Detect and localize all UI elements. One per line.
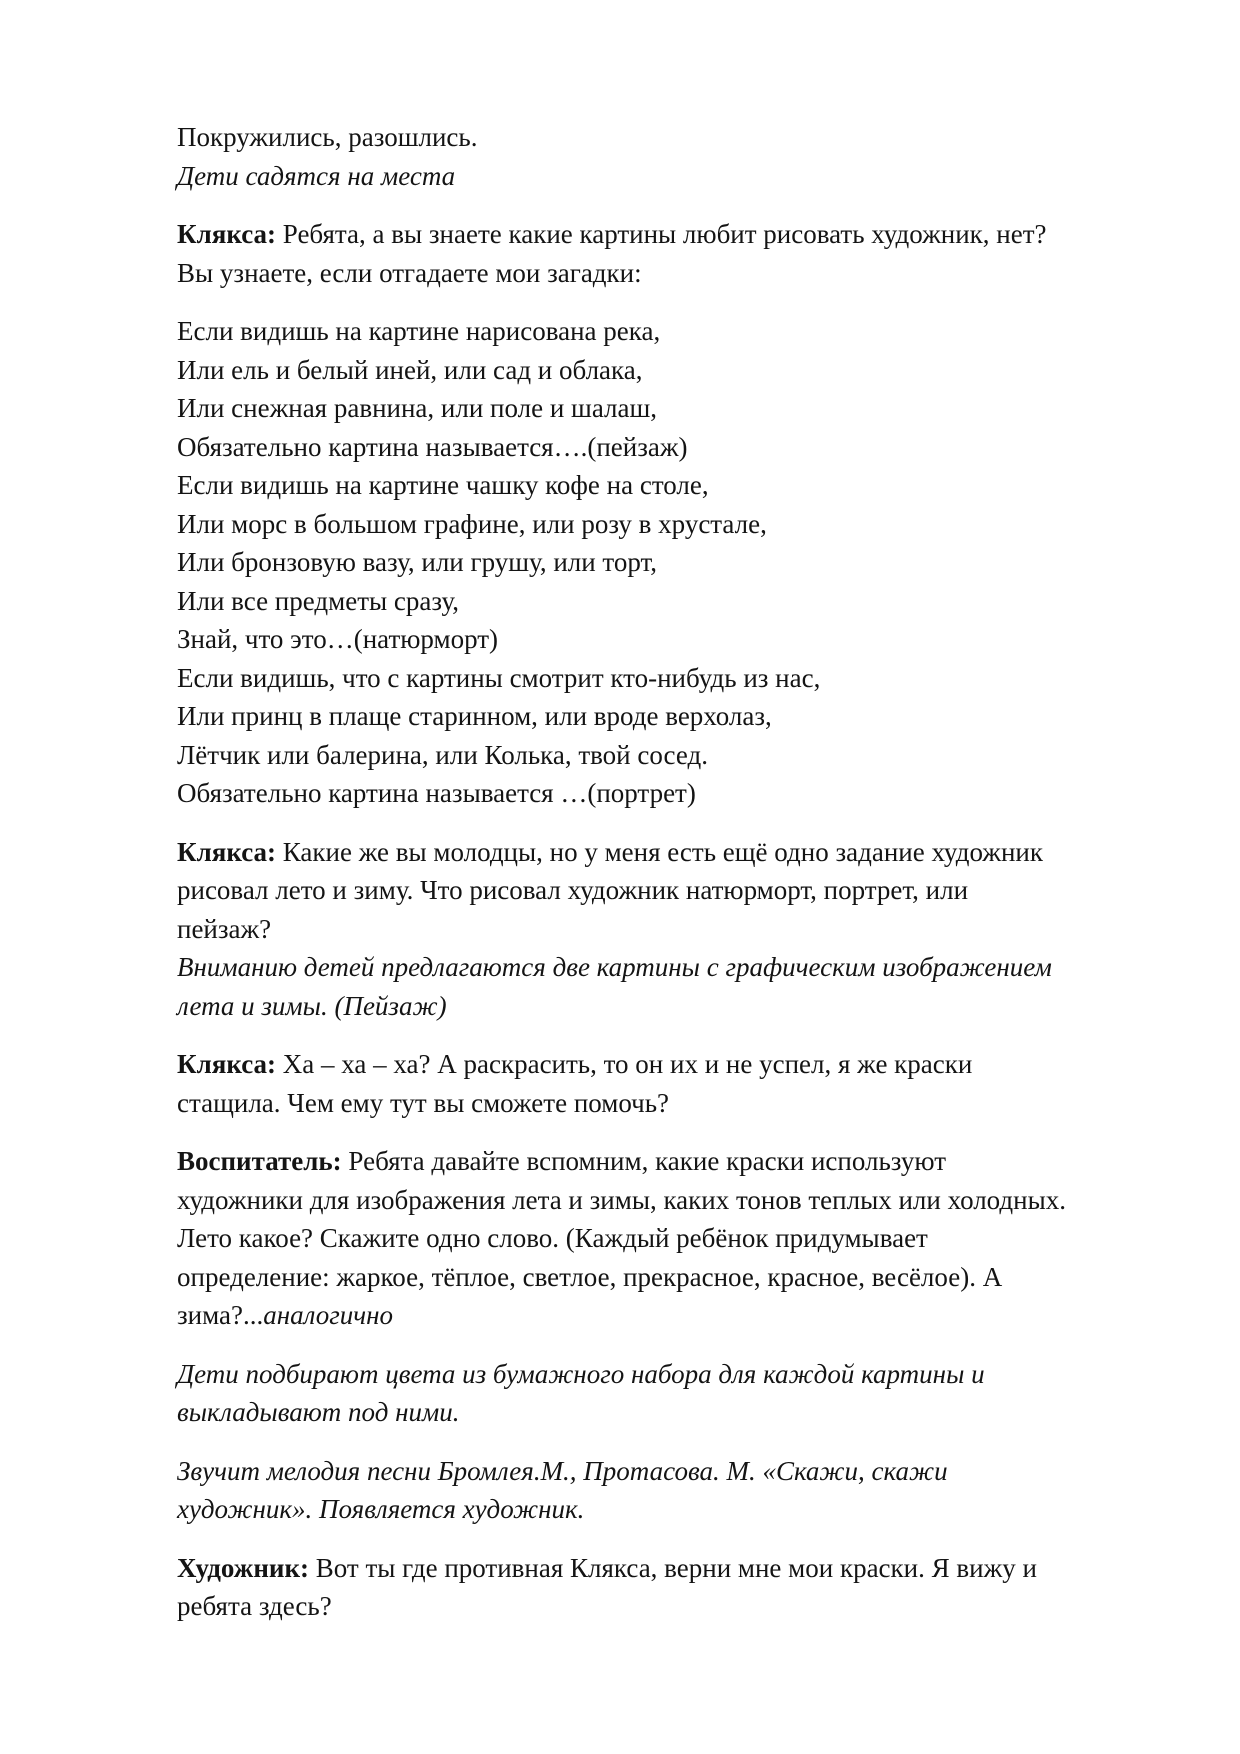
poem-line: Если видишь на картине чашку кофе на столе, — [177, 470, 709, 500]
stage-direction: Звучит мелодия песни Бромлея.М., Протасова. М. «Скажи, скажи — [177, 1455, 948, 1486]
replica-line: ребята здесь? — [177, 1591, 332, 1621]
replica-klyaksa-3 — [177, 1045, 1130, 1122]
replica-line — [177, 1045, 1130, 1084]
stage-direction: выкладывают под ними. — [177, 1397, 460, 1427]
poem-line: Или ель и белый иней, или сад и облака, — [177, 354, 643, 385]
replica-line — [177, 215, 1130, 254]
replica-text: Ребята давайте вспомним, какие краски используют — [341, 1146, 946, 1176]
speaker-name: Клякса: — [177, 1049, 277, 1079]
poem-line: Обязательно картина называется …(портрет) — [177, 778, 696, 808]
riddle-poem — [177, 312, 1130, 813]
poem-line: Или принц в плаще старинном, или вроде верхолаз, — [177, 701, 772, 731]
opening-line: Покружились, разошлись. — [177, 122, 478, 152]
poem-line: Или бронзовую вазу, или грушу, или торт, — [177, 547, 658, 577]
poem-line: Или все предметы сразу, — [177, 585, 459, 616]
stage-direction: лета и зимы. (Пейзаж) — [177, 990, 447, 1021]
stage-music — [177, 1452, 1130, 1529]
replica-line — [177, 833, 1130, 872]
poem-line: Если видишь, что с картины смотрит кто-нибудь из нас, — [177, 662, 821, 693]
replica-text: зима?... — [177, 1300, 264, 1330]
speaker-name: Воспитатель: — [177, 1146, 342, 1176]
replica-line: Лето какое? Скажите одно слово. (Каждый ребёнок придумывает — [177, 1223, 928, 1253]
speaker-name: Художник: — [177, 1552, 309, 1583]
poem-line: Если видишь на картине нарисована река, — [177, 316, 661, 346]
replica-text: Ха – ха – ха? А раскрасить, то он их и не успел, я же краски — [276, 1049, 973, 1079]
replica-klyaksa-2 — [177, 833, 1130, 1026]
replica-klyaksa-1 — [177, 215, 1130, 292]
poem-line: Обязательно картина называется….(пейзаж) — [177, 431, 688, 462]
stage-colors — [177, 1355, 1130, 1432]
replica-line — [177, 1296, 1130, 1335]
poem-line: Или морс в большом графине, или розу в хрустале, — [177, 508, 767, 539]
replica-line: стащила. Чем ему тут вы сможете помочь? — [177, 1087, 670, 1118]
stage-direction: художник». Появляется художник. — [177, 1494, 585, 1524]
replica-line — [177, 1549, 1130, 1588]
poem-line: Лётчик или балерина, или Колька, твой сосед. — [177, 739, 708, 770]
speaker-name: Клякса: — [177, 836, 277, 867]
replica-line: определение: жаркое, тёплое, светлое, прекрасное, красное, весёлое). А — [177, 1261, 1003, 1292]
poem-line: Знай, что это…(натюрморт) — [177, 624, 499, 654]
replica-text: Какие же вы молодцы, но у меня есть ещё одно задание художник — [276, 836, 1043, 867]
replica-text: Ребята, а вы знаете какие картины любит рисовать художник, нет? — [276, 219, 1047, 249]
replica-line: Вы узнаете, если отгадаете мои загадки: — [177, 257, 642, 288]
replica-line: рисовал лето и зиму. Что рисовал художник натюрморт, портрет, или — [177, 875, 969, 905]
replica-teacher — [177, 1142, 1130, 1335]
stage-direction: Дети садятся на места — [177, 160, 456, 191]
opening-block — [177, 118, 1130, 195]
replica-artist — [177, 1549, 1130, 1626]
replica-text: Вот ты где противная Клякса, верни мне мои краски. Я вижу и — [309, 1552, 1037, 1583]
replica-line — [177, 1142, 1130, 1181]
replica-line: художники для изображения лета и зимы, каких тонов теплых или холодных. — [177, 1184, 1066, 1215]
speaker-name: Клякса: — [177, 219, 277, 249]
stage-direction: Вниманию детей предлагаются две картины с графическим изображением — [177, 952, 1052, 982]
poem-line: Или снежная равнина, или поле и шалаш, — [177, 393, 658, 423]
replica-line: пейзаж? — [177, 913, 272, 944]
stage-direction: аналогично — [263, 1300, 394, 1330]
stage-direction: Дети подбирают цвета из бумажного набора для каждой картины и — [177, 1358, 985, 1389]
